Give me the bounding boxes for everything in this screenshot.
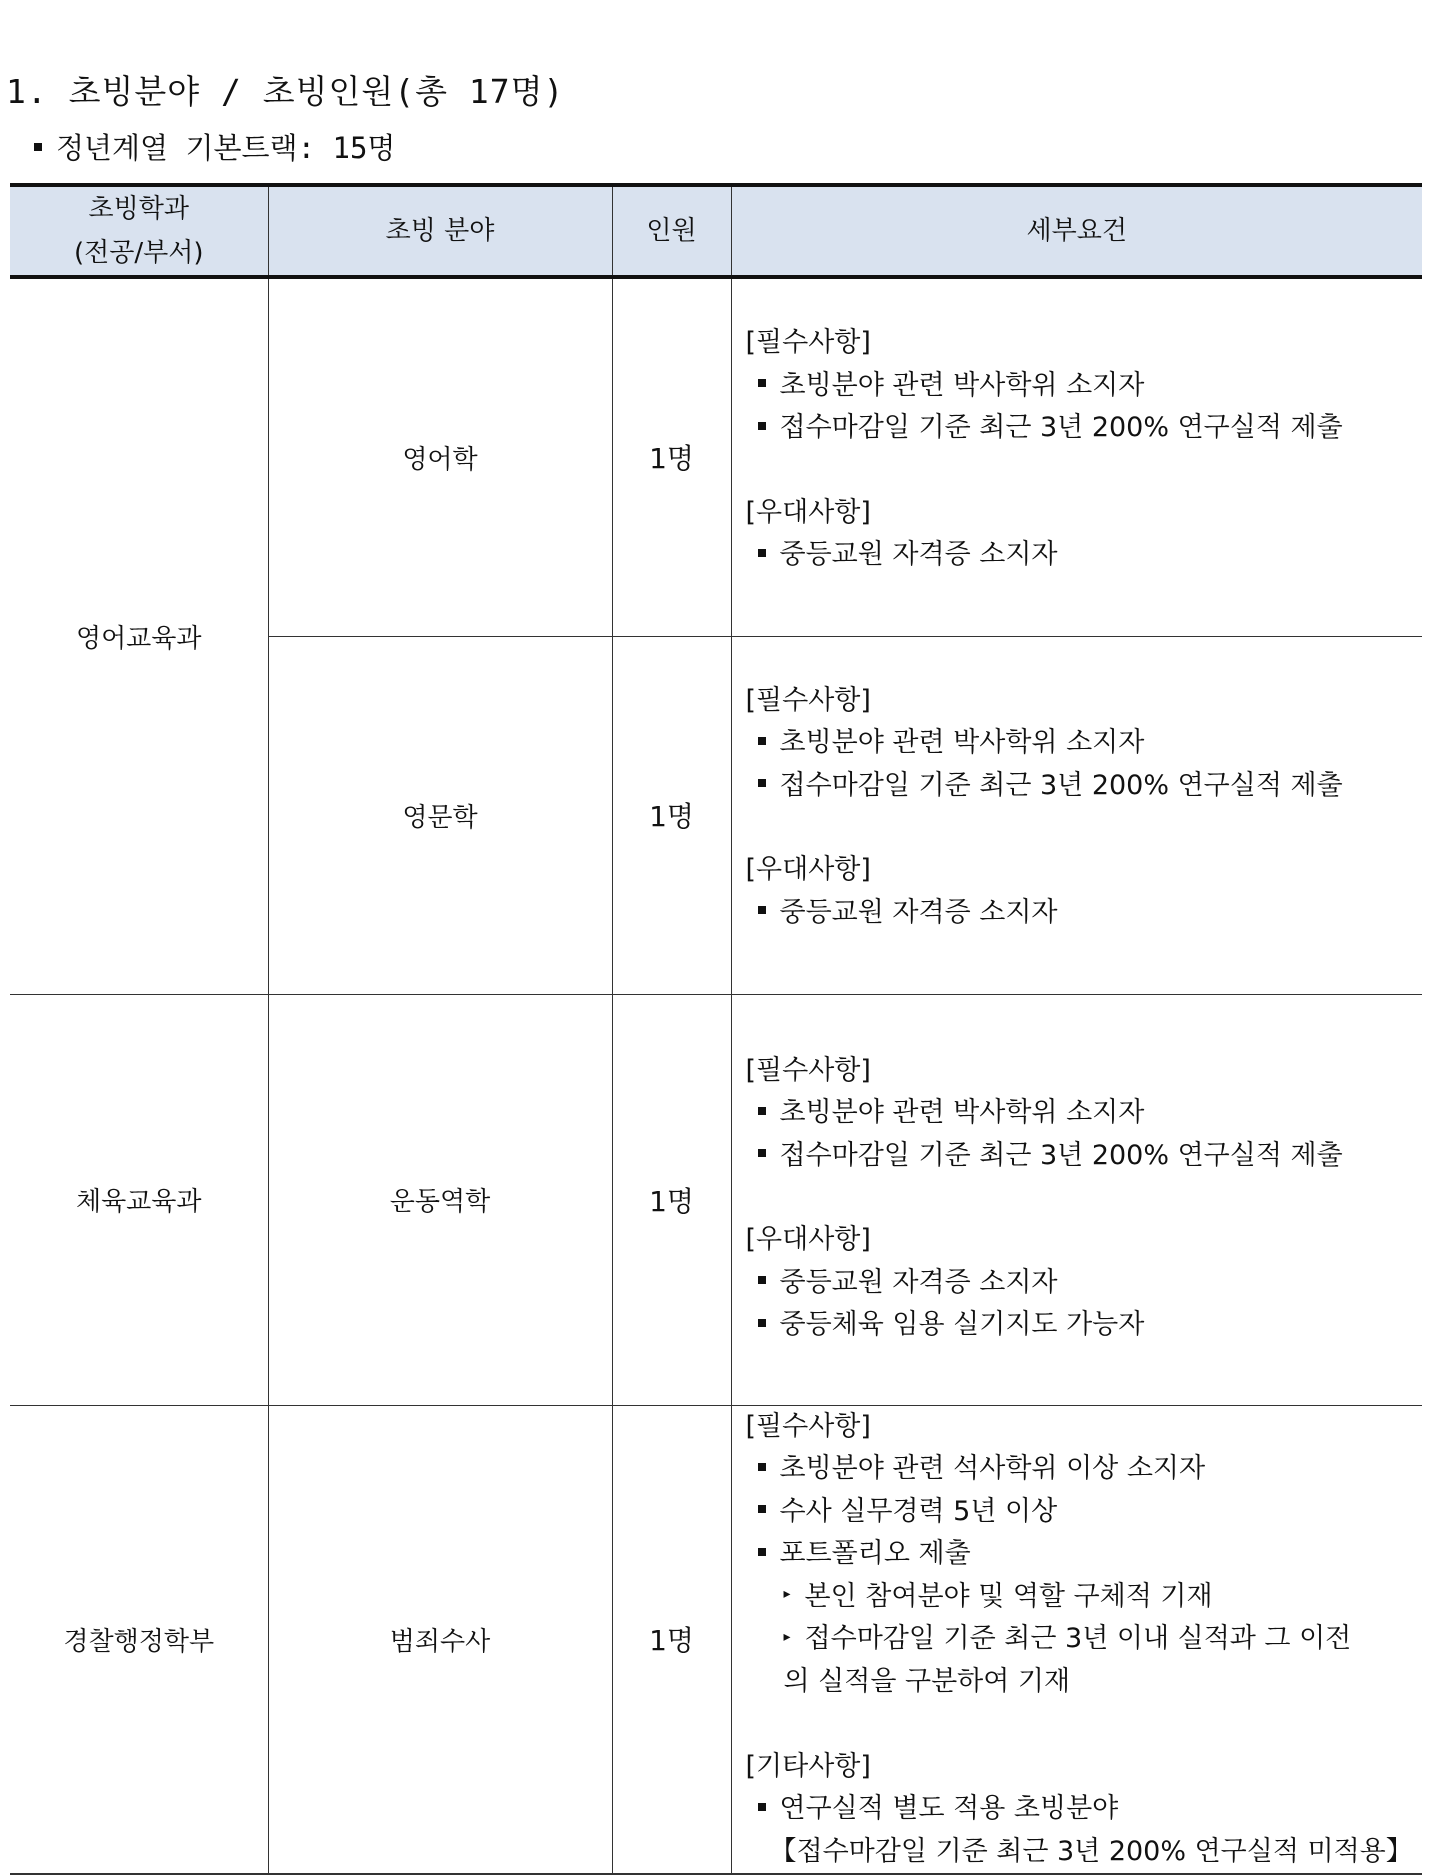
square-bullet-icon	[758, 737, 766, 745]
detail-cell	[731, 994, 1422, 1405]
square-bullet-icon	[758, 1276, 766, 1284]
field-cell: 범죄수사	[268, 1405, 612, 1874]
section-heading: 1. 초빙분야 / 초빙인원(총 17명)	[6, 72, 565, 111]
square-bullet-icon	[758, 549, 766, 557]
list-item: 중등교원 자격증 소지자	[746, 534, 1423, 577]
list-item: 초빙분야 관련 석사학위 이상 소지자	[746, 1448, 1423, 1491]
square-bullet-icon	[758, 1107, 766, 1115]
required-title: [필수사항]	[745, 1054, 871, 1086]
recruitment-table	[10, 183, 1422, 1875]
header-dept: 초빙학과 (전공/부서)	[10, 185, 268, 277]
dept-cell: 경찰행정학부	[10, 1405, 268, 1874]
required-title: [필수사항]	[745, 327, 871, 358]
dept-cell: 영어교육과	[10, 277, 268, 994]
table-row	[10, 277, 1422, 636]
required-title: [필수사항]	[745, 1410, 871, 1442]
square-bullet-icon	[758, 906, 766, 914]
list-item: 중등체육 임용 실기지도 가능자	[746, 1304, 1423, 1347]
square-bullet-icon	[758, 779, 766, 787]
square-bullet-icon	[758, 1463, 766, 1471]
list-item: 초빙분야 관련 박사학위 소지자	[746, 1092, 1423, 1135]
table-header-row	[10, 185, 1422, 277]
track-subheading	[34, 126, 395, 167]
list-item: 초빙분야 관련 박사학위 소지자	[746, 722, 1423, 765]
square-bullet-icon	[758, 1505, 766, 1513]
square-bullet-icon	[758, 1319, 766, 1327]
preferred-title: [우대사항]	[745, 854, 871, 885]
square-bullet-icon	[758, 379, 766, 387]
square-bullet-icon	[34, 143, 42, 151]
count-cell: 1명	[612, 277, 731, 636]
sub-list-continuation: 의 실적을 구분하여 기재	[783, 1666, 1071, 1697]
list-item: 초빙분야 관련 박사학위 소지자	[746, 365, 1423, 408]
sub-list-item: ▸ 접수마감일 기준 최근 3년 이내 실적과 그 이전	[783, 1623, 1352, 1655]
list-item: 중등교원 자격증 소지자	[746, 1262, 1423, 1305]
field-cell: 운동역학	[268, 994, 612, 1405]
table-row	[10, 994, 1422, 1405]
count-cell: 1명	[612, 636, 731, 994]
dept-cell: 체육교육과	[10, 994, 268, 1405]
preferred-title: [우대사항]	[745, 496, 871, 528]
square-bullet-icon	[758, 1548, 766, 1556]
square-bullet-icon	[758, 1803, 766, 1811]
other-note: 【접수마감일 기준 최근 3년 200% 연구실적 미적용】	[769, 1835, 1413, 1867]
required-title: [필수사항]	[745, 684, 871, 716]
list-item: 연구실적 별도 적용 초빙분야	[746, 1788, 1423, 1831]
sub-list-item: ▸ 본인 참여분야 및 역할 구체적 기재	[783, 1580, 1213, 1612]
other-title: [기타사항]	[745, 1750, 871, 1782]
header-count: 인원	[612, 185, 731, 277]
list-item: 중등교원 자격증 소지자	[746, 892, 1423, 935]
detail-cell	[731, 1405, 1422, 1874]
field-cell: 영문학	[268, 636, 612, 994]
list-item: 접수마감일 기준 최근 3년 200% 연구실적 제출	[746, 765, 1423, 808]
list-item: 수사 실무경력 5년 이상	[746, 1491, 1423, 1534]
list-item: 접수마감일 기준 최근 3년 200% 연구실적 제출	[746, 407, 1423, 450]
detail-cell	[731, 277, 1422, 636]
header-field: 초빙 분야	[268, 185, 612, 277]
detail-cell	[731, 636, 1422, 994]
header-detail: 세부요건	[731, 185, 1422, 277]
track-subheading-text: 정년계열 기본트랙: 15명	[56, 131, 396, 165]
square-bullet-icon	[758, 422, 766, 430]
triangle-bullet-icon: ▸	[783, 1585, 791, 1602]
square-bullet-icon	[758, 1149, 766, 1157]
table-row	[10, 1405, 1422, 1874]
count-cell: 1명	[612, 994, 731, 1405]
count-cell: 1명	[612, 1405, 731, 1874]
preferred-title: [우대사항]	[745, 1224, 871, 1255]
list-item: 접수마감일 기준 최근 3년 200% 연구실적 제출	[746, 1135, 1423, 1178]
triangle-bullet-icon: ▸	[783, 1628, 791, 1645]
list-item: 포트폴리오 제출	[746, 1533, 1423, 1576]
field-cell: 영어학	[268, 277, 612, 636]
